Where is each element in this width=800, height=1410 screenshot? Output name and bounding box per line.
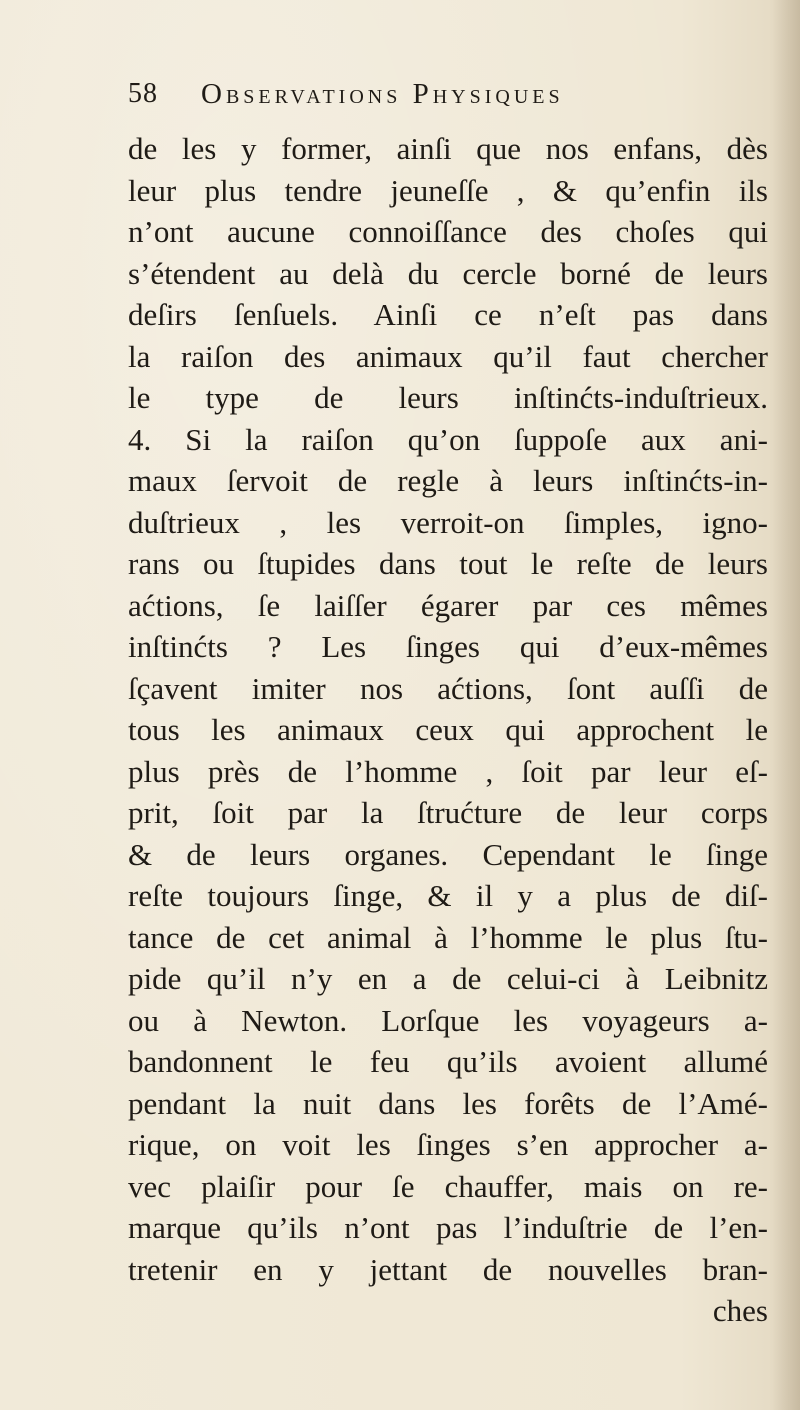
page-number: 58 xyxy=(128,78,158,109)
text-line: marque qu’ils n’ont pas l’induſtrie de l’en- xyxy=(128,1210,768,1245)
text-line: ou à Newton. Lorſque les voyageurs a- xyxy=(128,1002,768,1038)
page-header xyxy=(128,78,768,118)
text-line: bandonnent le feu qu’ils avoient allumé xyxy=(128,1044,768,1079)
text-line: s’étendent au delà du cercle borné de leurs xyxy=(128,255,768,291)
text-line: tance de cet animal à l’homme le plus ſtu- xyxy=(128,919,768,955)
text-line: tous les animaux ceux qui approchent le xyxy=(128,712,768,747)
text-line: n’ont aucune connoiſſance des choſes qui xyxy=(128,214,768,249)
text-line: inſtinćts ? Les ſinges qui d’eux-mêmes xyxy=(128,629,768,664)
text-line: leur plus tendre jeuneſſe , & qu’enfin ils xyxy=(128,172,768,208)
text-line: le type de leurs inſtinćts-induſtrieux. xyxy=(128,380,768,415)
page-edge-shadow xyxy=(772,0,800,1410)
text-line: pide qu’il n’y en a de celui-ci à Leibnitz xyxy=(128,961,768,996)
text-line: prit, ſoit par la ſtrućture de leur corps xyxy=(128,795,768,830)
catchword: ches xyxy=(712,1293,768,1328)
text-line: ſçavent imiter nos aćtions, ſont auſſi de xyxy=(128,670,768,706)
text-line: pendant la nuit dans les forêts de l’Amé- xyxy=(128,1085,768,1121)
text-line: tretenir en y jettant de nouvelles bran- xyxy=(128,1251,768,1287)
running-title: Observations Physiques xyxy=(201,78,564,110)
text-line: la raiſon des animaux qu’il faut chercher xyxy=(128,338,768,374)
text-line: vec plaiſir pour ſe chauffer, mais on re- xyxy=(128,1168,768,1204)
text-line: rans ou ſtupides dans tout le reſte de leurs xyxy=(128,546,768,581)
text-line: de les y former, ainſi que nos enfans, dès xyxy=(128,131,768,166)
text-line: deſirs ſenſuels. Ainſi ce n’eſt pas dans xyxy=(128,297,768,332)
text-line: plus près de l’homme , ſoit par leur eſ- xyxy=(128,753,768,789)
text-line: maux ſervoit de regle à leurs inſtinćts-in- xyxy=(128,463,768,498)
text-line: 4. Si la raiſon qu’on ſuppoſe aux ani- xyxy=(128,421,768,457)
text-line: & de leurs organes. Cependant le ſinge xyxy=(128,836,768,872)
body-text xyxy=(128,128,768,1332)
text-line: duſtrieux , les verroit-on ſimples, igno- xyxy=(128,504,768,540)
text-line: reſte toujours ſinge, & il y a plus de diſ- xyxy=(128,878,768,913)
text-line: aćtions, ſe laiſſer égarer par ces mêmes xyxy=(128,587,768,623)
text-line: rique, on voit les ſinges s’en approcher a- xyxy=(128,1127,768,1162)
